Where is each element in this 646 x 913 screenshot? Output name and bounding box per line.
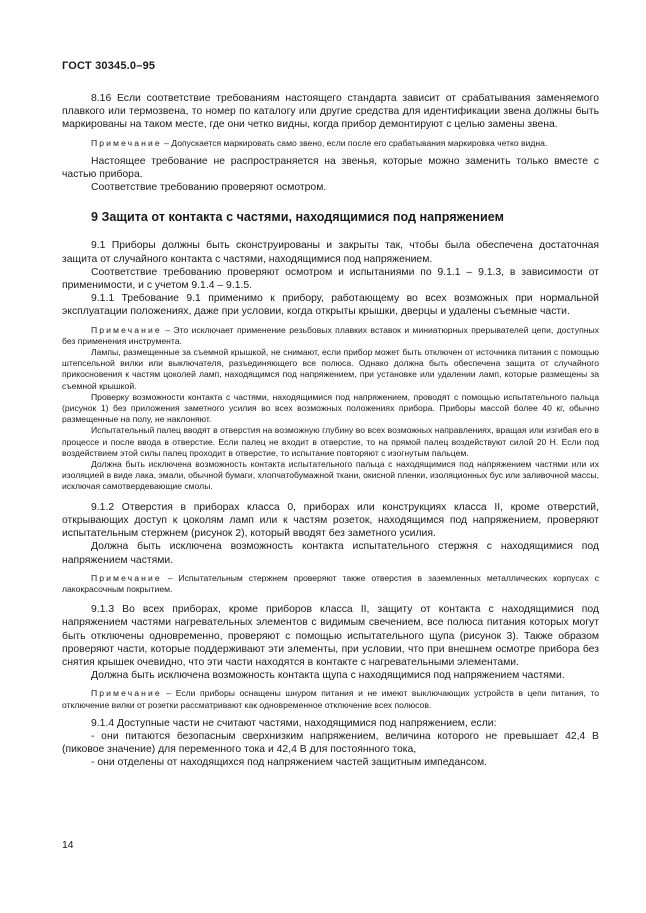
note-9-1-2	[62, 573, 599, 595]
section-9-title: 9 Защита от контакта с частями, находящимися под напряжением	[91, 210, 504, 225]
note-text: – Допускается маркировать само звено, если после его срабатывания маркировка четко видна.	[161, 137, 548, 148]
small-paragraph-4: Должна быть исключена возможность контакта испытательного пальца с находящимися под напряжением частями или их изоляцией в виде лака, эмали, обычной бумаги, хлопчатобумажной ткани, окисной пленки, изоляционных бус или заливочной массы, исключая самотвердевающие смолы.	[62, 459, 599, 492]
paragraph-9-1-3: 9.1.3 Во всех приборах, кроме приборов класса II, защиту от контакта с находящимися под напряжением частями нагревательных элементов с видимым свечением, все полюса питания которых могут быть отключены одновременно, проверяют с помощью испытательного щупа (рисунок 3). Также образом проверяют части, которые поддерживают эти элементы, при условии, что при внешнем осмотре прибора без снятия крышек очевидно, что эти части находятся в контакте с нагревательными элементами.	[62, 604, 599, 668]
note-8-16	[62, 138, 599, 149]
note-label: Примечание	[91, 572, 162, 583]
note-text: – Это исключает применение резьбовых плавких вставок и миниатюрных прерывателей цепи, доступных без применения инструмента.	[62, 324, 599, 346]
note-text: – Испытательным стержнем проверяют также отверстия в заземленных металлических корпусах с лакокрасочным покрытием.	[62, 572, 599, 594]
page-number: 14	[62, 840, 74, 851]
paragraph-8-16-b: Настоящее требование не распространяется на звенья, которые можно заменить только вместе с частью прибора.	[62, 155, 599, 181]
paragraph-9-1-4-item-2: - они отделены от находящихся под напряжением частей защитным импедансом.	[91, 757, 487, 769]
paragraph-8-16: 8.16 Если соответствие требованиям настоящего стандарта зависит от срабатывания заменяемого плавкого или термозвена, то номер по каталогу или другие средства для идентификации звена должны быть маркированы на таком месте, где они четко видны, когда прибор демонтируют с целью замены звена.	[62, 93, 599, 131]
note-label: Примечание	[91, 137, 162, 148]
note-text: – Если приборы оснащены шнуром питания и не имеют выключающих устройств в цепи питания, то отключение вилки от розетки рассматривают как одновременное отключение всех полюсов.	[62, 688, 599, 710]
paragraph-9-1-4: 9.1.4 Доступные части не считают частями, находящимися под напряжением, если:	[91, 717, 497, 729]
paragraph-9-1-2: 9.1.2 Отверстия в приборах класса 0, приборах или конструкциях класса II, кроме отверстий, открывающих доступ к цоколям ламп или к частям розеток, находящимся под напряжением, проверяют испытательным стержнем (рисунок 2), который вводят без заметного усилия.	[62, 501, 599, 540]
small-paragraph-2: Проверку возможности контакта с частями, находящимися под напряжением, проводят с помощью испытательного пальца (рисунок 1) без приложения заметного усилия во всех возможных положениях прибора. Приборы массой более 40 кг, обычно размещенные на полу, не наклоняют.	[62, 391, 599, 425]
page-content	[62, 92, 599, 770]
note-label: Примечание	[91, 324, 162, 335]
paragraph-9-1: 9.1 Приборы должны быть сконструированы и закрыты так, чтобы была обеспечена достаточная защита от случайного контакта с частями, находящимися под напряжением.	[62, 240, 599, 265]
small-paragraph-1: Лампы, размещенные за съемной крышкой, не снимают, если прибор может быть отключен от источника питания с помощью штепсельной вилки или выключателя, разъединяющего все полюса. Однако должна быть обеспечена защита от случайного прикосновения к частям цоколей ламп, находящимся под напряжением, при установке или удалении ламп, которые размещены за съемной крышкой.	[62, 347, 599, 391]
paragraph-8-16-c: Соответствие требованию проверяют осмотром.	[91, 182, 327, 194]
paragraph-9-1-1: 9.1.1 Требование 9.1 применимо к прибору, работающему во всех возможных при нормальной эксплуатации положениях, даже при условии, когда открыты крышки, дверцы и удалены съемные части.	[62, 293, 599, 318]
paragraph-9-1-3-b: Должна быть исключена возможность контакта щупа с находящимися под напряжением частями.	[91, 670, 565, 682]
note-9-1-3	[62, 688, 599, 710]
paragraph-9-1-4-item-1: - они питаются безопасным сверхнизким напряжением, величина которого не превышает 42,4 В (пиковое значение) для переменного тока и 42,4 В для постоянного тока,	[62, 730, 599, 756]
note-label: Примечание	[91, 688, 162, 699]
paragraph-9-1-2-b: Должна быть исключена возможность контакта испытательного стержня с находящимися под напряжением частями.	[62, 541, 599, 566]
paragraph-9-1-b: Соответствие требованию проверяют осмотром и испытаниями по 9.1.1 – 9.1.3, в зависимости от применимости, и с учетом 9.1.4 – 9.1.5.	[62, 266, 599, 292]
note-9-1-1	[62, 325, 599, 347]
small-paragraph-3: Испытательный палец вводят в отверстия на возможную глубину во всех возможных направлениях, вращая или изгибая его в процессе и после ввода в отверстие. Если палец не входит в отверстие, то на прямой палец воздействуют силой 20 Н. Если под воздействием этой силы палец проходит в отверстие, то испытание повторяют с изогнутым пальцем.	[62, 425, 599, 458]
standard-header: ГОСТ 30345.0–95	[62, 60, 156, 72]
